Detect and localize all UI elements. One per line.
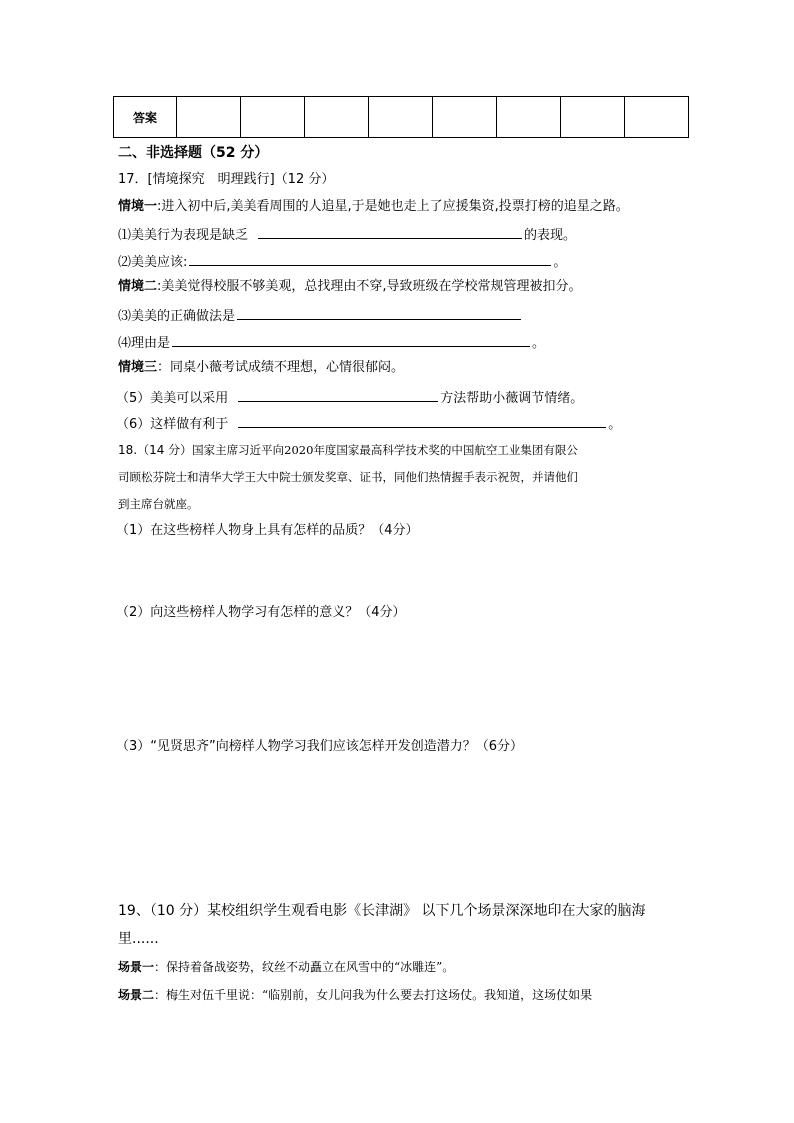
scene-label: 场景二 <box>118 988 155 1002</box>
scene-text: ：梅生对伍千里说：“临别前，女儿问我为什么要去打这场仗。我知道，这场仗如果 <box>154 988 593 1002</box>
scene-label: 场景一 <box>118 960 155 974</box>
answer-table-label: 答案 <box>114 97 177 138</box>
answer-cell[interactable] <box>369 97 433 138</box>
q19-line-2: 里...... <box>118 931 159 947</box>
scene-text: ：保持着备战姿势，纹丝不动矗立在风雪中的“冰雕连”。 <box>154 960 455 974</box>
item-suffix: 方法帮助小薇调节情绪。 <box>440 391 584 406</box>
q19-scene-1 <box>118 958 454 976</box>
answer-blank[interactable] <box>258 224 522 239</box>
scenario-label: 情境三 <box>118 360 158 375</box>
q18-line-1 <box>118 441 578 459</box>
q17-item-2 <box>118 251 566 272</box>
scenario-text: ：同桌小薇考试成绩不理想，心情很郁闷。 <box>157 360 405 375</box>
q18-sub-1: （1）在这些榜样人物身上具有怎样的品质？（4分） <box>116 523 419 538</box>
item-prefix: （5）美美可以采用 <box>116 391 229 406</box>
q18-text: 司顾松芬院士和清华大学王大中院士颁发奖章、证书，同他们热情握手表示祝贺，并请他们 <box>118 470 578 484</box>
q17-item-4 <box>118 332 545 353</box>
answer-blank[interactable] <box>172 332 530 347</box>
scenario-label: 情境一 <box>118 199 158 214</box>
q17-item-3 <box>118 305 523 326</box>
q17-item-1 <box>118 224 576 245</box>
answer-cell[interactable] <box>241 97 305 138</box>
item-suffix: 。 <box>532 336 546 351</box>
q17-scenario-2 <box>118 278 582 296</box>
item-prefix: （6）这样做有利于 <box>116 417 229 432</box>
item-prefix: ⑶美美的正确做法是 <box>118 309 236 324</box>
scenario-text: :进入初中后,美美看周围的人追星,于是她也走上了应援集资,投票打榜的追星之路。 <box>157 199 629 214</box>
scenario-text: :美美觉得校服不够美观，总找理由不穿,导致班级在学校常规管理被扣分。 <box>157 279 582 294</box>
q19-line-1: 19、（10 分）某校组织学生观看电影《长津湖》 以下几个场景深深地印在大家的脑海 <box>118 903 646 919</box>
q19-scene-2 <box>118 986 592 1004</box>
answer-table <box>113 96 689 138</box>
q17-scenario-1 <box>118 198 629 216</box>
answer-blank[interactable] <box>238 387 438 402</box>
item-prefix: ⑴美美行为表现是缺乏 <box>118 228 249 243</box>
item-suffix: 。 <box>608 417 622 432</box>
q18-text: 国家主席习近平向2020年度国家最高科学技术奖的中国航空工业集团有限公 <box>192 443 578 457</box>
answer-cell[interactable] <box>305 97 369 138</box>
q18-heading: 18.（14 分） <box>118 443 193 457</box>
answer-cell[interactable] <box>561 97 625 138</box>
item-prefix: ⑵美美应该: <box>118 255 188 270</box>
q17-heading: 17．[情境探究 明理践行]（12 分） <box>118 172 335 187</box>
answer-cell[interactable] <box>177 97 241 138</box>
q17-scenario-3 <box>118 359 404 377</box>
q17-item-5 <box>116 387 583 408</box>
item-suffix: 。 <box>553 255 567 270</box>
q17-item-6 <box>116 413 621 434</box>
answer-blank[interactable] <box>238 413 606 428</box>
answer-cell[interactable] <box>433 97 497 138</box>
scenario-label: 情境二 <box>118 279 158 294</box>
item-prefix: ⑷理由是 <box>118 336 171 351</box>
q18-sub-3: （3）“见贤思齐”向榜样人物学习我们应该怎样开发创造潜力？（6分） <box>116 739 524 754</box>
answer-cell[interactable] <box>497 97 561 138</box>
section-title: 二、非选择题（52 分） <box>118 145 269 161</box>
answer-blank[interactable] <box>189 251 551 266</box>
item-suffix: 的表现。 <box>524 228 577 243</box>
answer-cell[interactable] <box>625 97 689 138</box>
answer-blank[interactable] <box>237 305 521 320</box>
q18-text: 到主席台就座。 <box>118 497 199 511</box>
q18-sub-2: （2）向这些榜样人物学习有怎样的意义？（4分） <box>116 605 406 620</box>
